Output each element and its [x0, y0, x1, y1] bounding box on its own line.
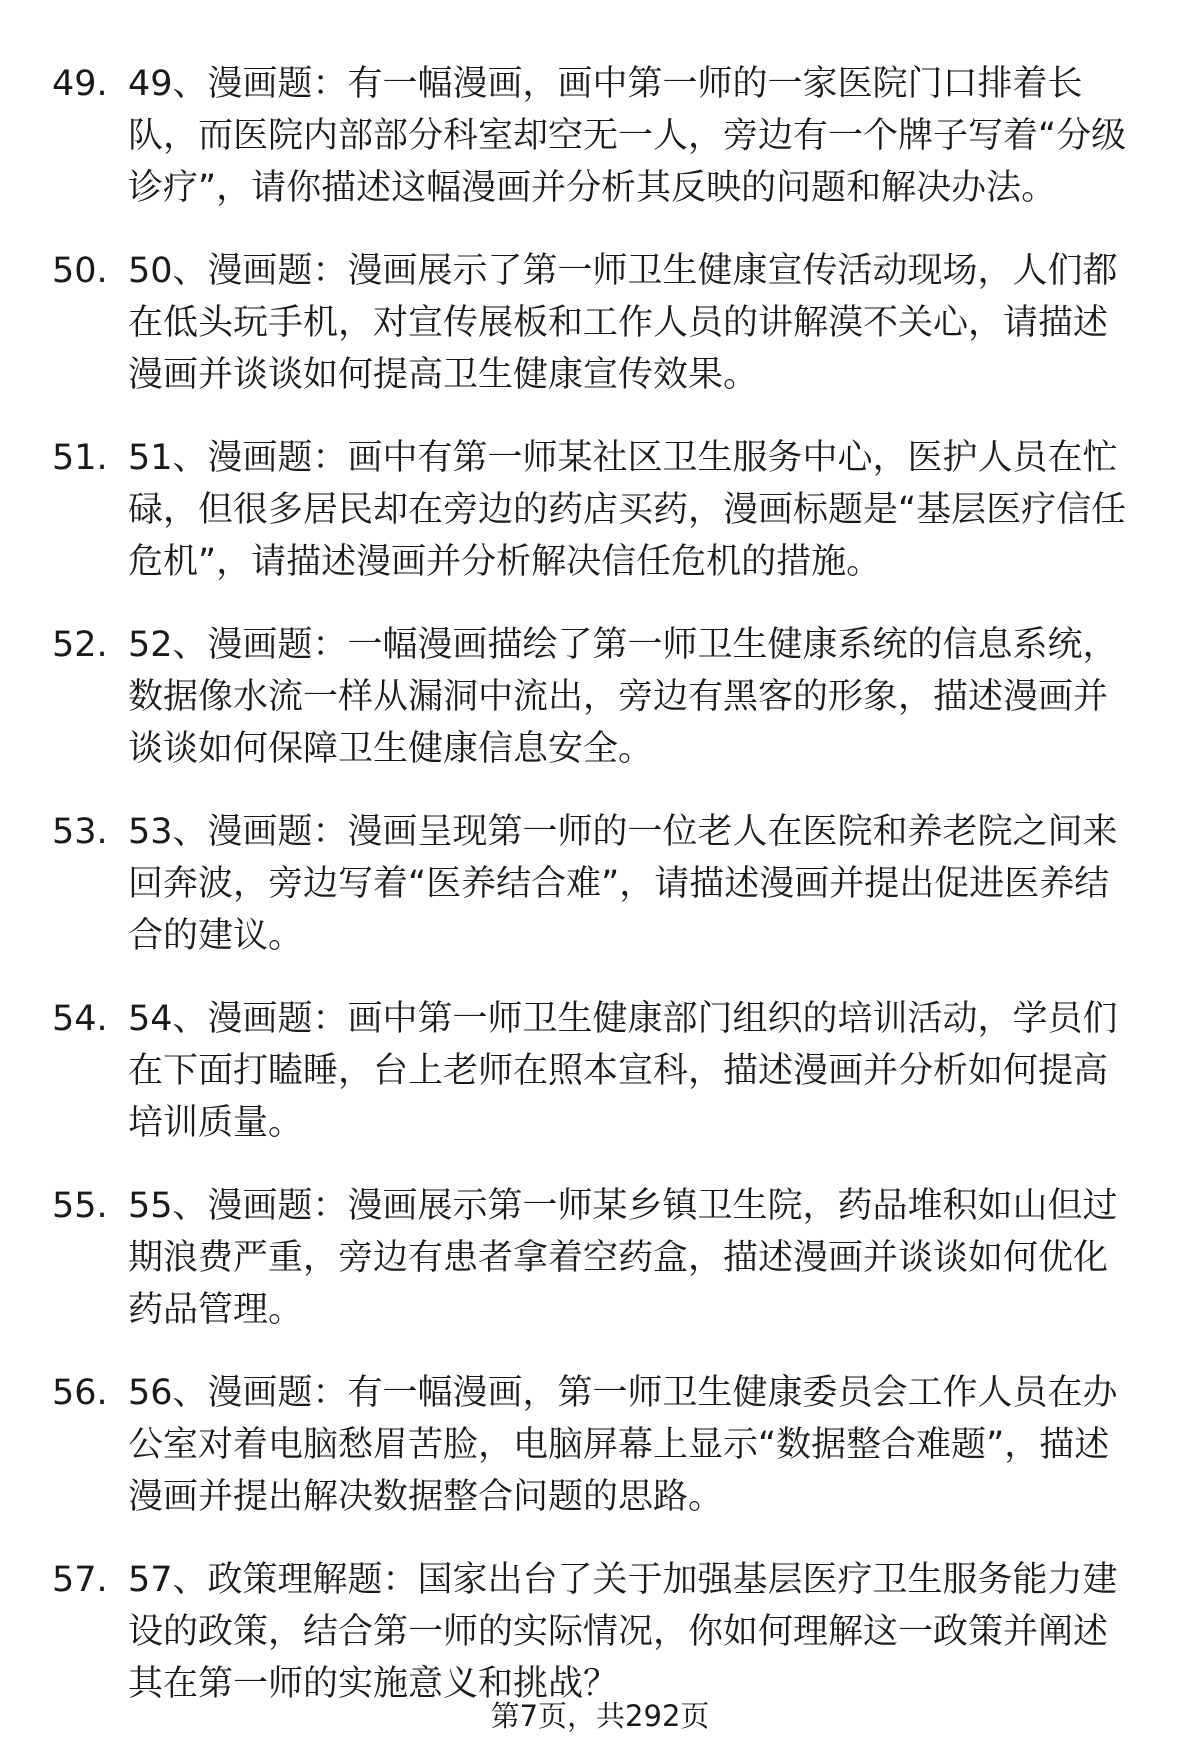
question-item	[0, 245, 1200, 401]
question-item	[0, 993, 1200, 1149]
question-number: 56.	[52, 1373, 108, 1413]
question-number: 51.	[52, 438, 108, 478]
question-item	[0, 1554, 1200, 1710]
question-text: 54、漫画题：画中第一师卫生健康部门组织的培训活动，学员们在下面打瞌睡，台上老师在照本宣科，描述漫画并分析如何提高培训质量。	[128, 999, 1118, 1143]
question-text: 57、政策理解题：国家出台了关于加强基层医疗卫生服务能力建设的政策，结合第一师的实际情况，你如何理解这一政策并阐述其在第一师的实施意义和挑战？	[128, 1560, 1118, 1704]
question-item	[0, 619, 1200, 775]
question-text: 55、漫画题：漫画展示第一师某乡镇卫生院，药品堆积如山但过期浪费严重，旁边有患者拿着空药盒，描述漫画并谈谈如何优化药品管理。	[128, 1186, 1118, 1330]
question-text: 56、漫画题：有一幅漫画，第一师卫生健康委员会工作人员在办公室对着电脑愁眉苦脸，电脑屏幕上显示“数据整合难题”，描述漫画并提出解决数据整合问题的思路。	[128, 1373, 1118, 1517]
question-number: 49.	[52, 64, 108, 104]
question-number: 57.	[52, 1560, 108, 1600]
question-number: 54.	[52, 999, 108, 1039]
question-item	[0, 432, 1200, 588]
page-footer: 第7页，共292页	[490, 1699, 710, 1733]
question-number: 52.	[52, 625, 108, 665]
question-text: 50、漫画题：漫画展示了第一师卫生健康宣传活动现场，人们都在低头玩手机，对宣传展板和工作人员的讲解漠不关心，请描述漫画并谈谈如何提高卫生健康宣传效果。	[128, 251, 1118, 395]
question-text: 51、漫画题：画中有第一师某社区卫生服务中心，医护人员在忙碌，但很多居民却在旁边的药店买药，漫画标题是“基层医疗信任危机”，请描述漫画并分析解决信任危机的措施。	[128, 438, 1127, 582]
question-number: 50.	[52, 251, 108, 291]
question-number: 55.	[52, 1186, 108, 1226]
question-text: 53、漫画题：漫画呈现第一师的一位老人在医院和养老院之间来回奔波，旁边写着“医养结合难”，请描述漫画并提出促进医养结合的建议。	[128, 812, 1118, 956]
question-text: 49、漫画题：有一幅漫画，画中第一师的一家医院门口排着长队，而医院内部部分科室却空无一人，旁边有一个牌子写着“分级诊疗”，请你描述这幅漫画并分析其反映的问题和解决办法。	[128, 64, 1127, 208]
question-item	[0, 1367, 1200, 1523]
question-text: 52、漫画题：一幅漫画描绘了第一师卫生健康系统的信息系统，数据像水流一样从漏洞中流出，旁边有黑客的形象，描述漫画并谈谈如何保障卫生健康信息安全。	[128, 625, 1118, 769]
question-item	[0, 58, 1200, 214]
question-list	[0, 58, 1200, 1741]
question-item	[0, 806, 1200, 962]
question-number: 53.	[52, 812, 108, 852]
question-item	[0, 1180, 1200, 1336]
